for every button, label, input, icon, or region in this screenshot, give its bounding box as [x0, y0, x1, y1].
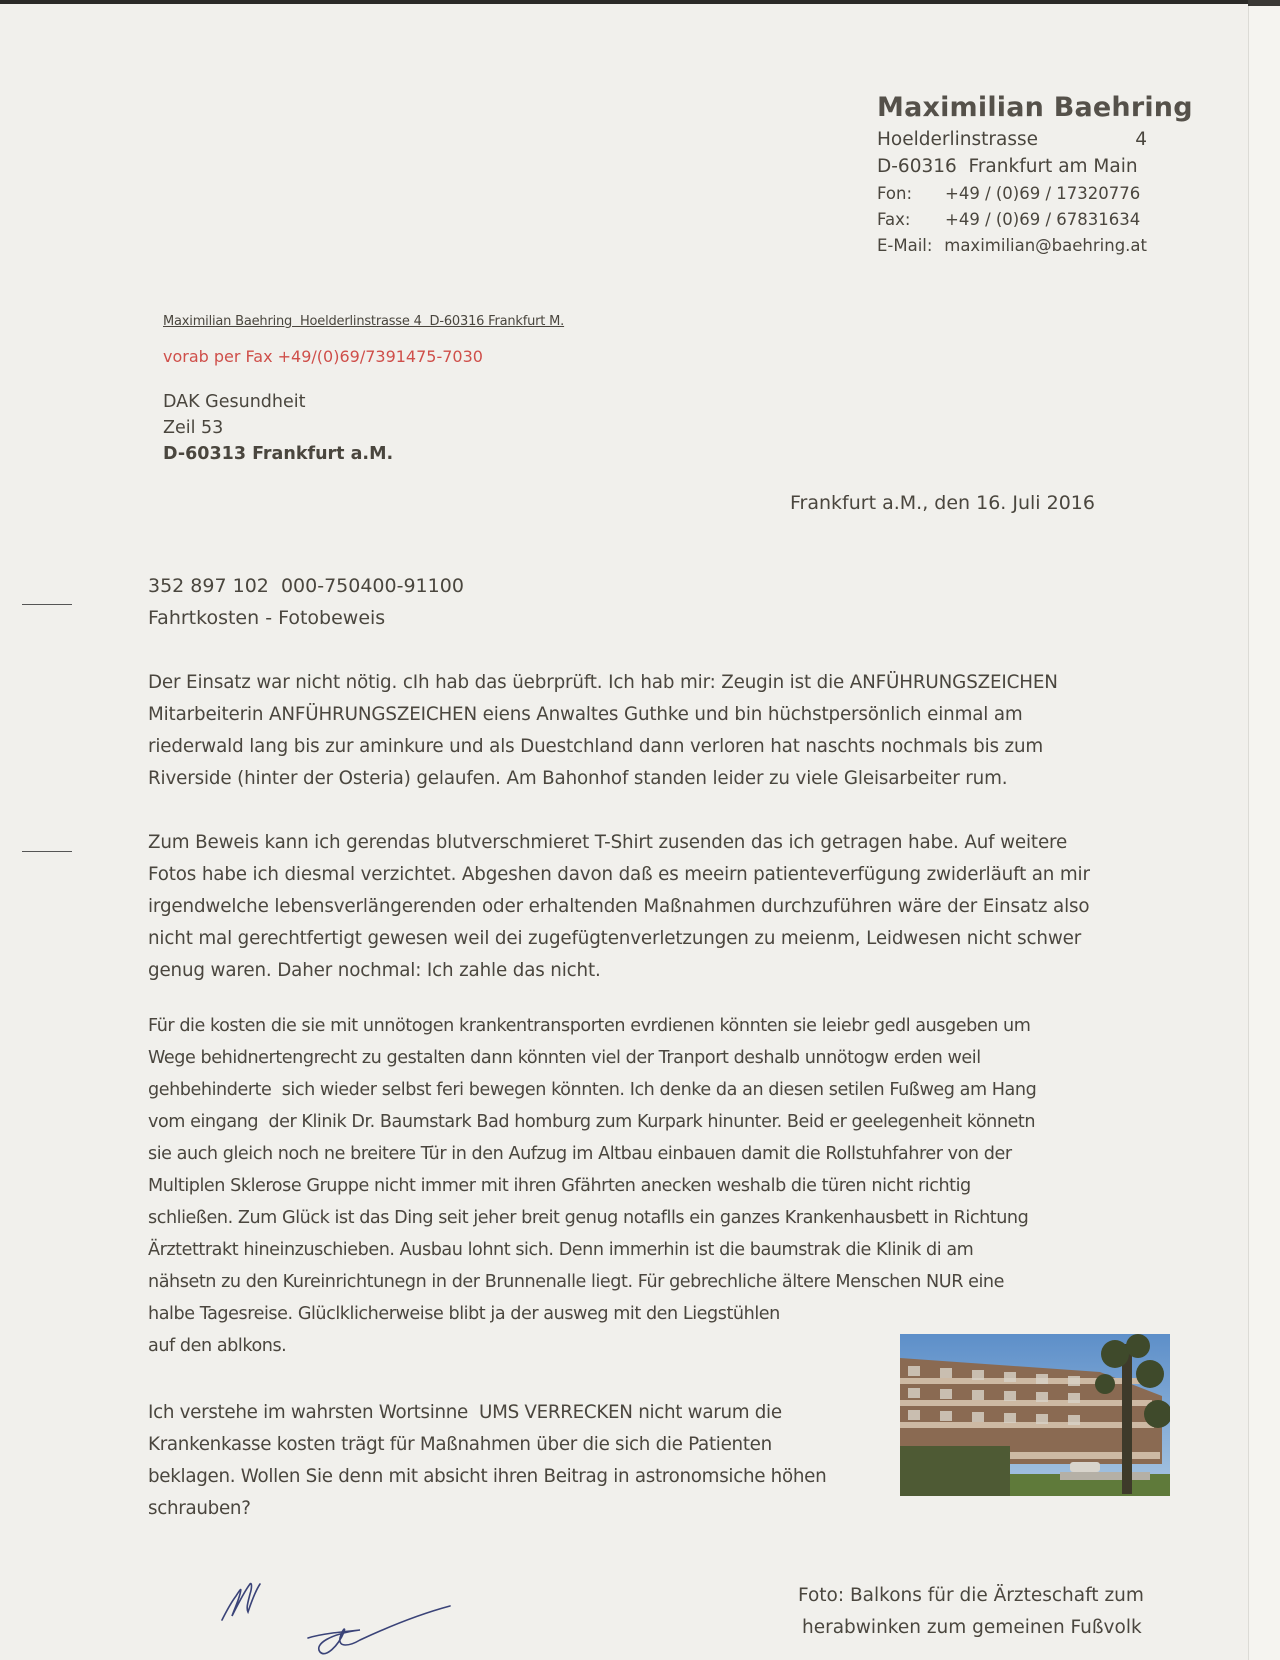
letterhead-name: Maximilian Baehring [877, 92, 1193, 123]
text-line: Multiplen Sklerose Gruppe nicht immer mit ihren Gfährten anecken weshalb die türen nicht richtig [148, 1176, 971, 1196]
text-line: schrauben? [148, 1498, 251, 1519]
body-paragraph-1 [148, 667, 1058, 795]
text-line: Wege behidnertengrecht zu gestalten dann könnten viel der Tranport deshalb unnötogw erden weil [148, 1048, 981, 1068]
letterhead-fax [877, 210, 1147, 229]
signature-surname-stroke [308, 1606, 450, 1654]
text-line: Mitarbeiterin ANFÜHRUNGSZEICHEN eiens Anwaltes Guthke und bin hüchstpersönlich einmal am [148, 704, 1023, 725]
text-line: Für die kosten die sie mit unnötogen krankentransporten evrdienen könnten sie leiebr gedl ausgeben um [148, 1016, 1031, 1036]
hedge [900, 1446, 1010, 1496]
letterhead-city: D-60316 Frankfurt am Main [877, 156, 1138, 177]
text-line: sie auch gleich noch ne breitere Tür in den Aufzug im Altbau einbauen damit die Rollstuhfahrer von der [148, 1144, 1012, 1164]
text-line: auf den ablkons. [148, 1336, 287, 1356]
phone-label: Fon: [877, 184, 913, 203]
text-line: riederwald lang bis zur aminkure und als Duestchland dann verloren hat naschts nochmals bis zum [148, 736, 1044, 757]
text-line: Fotos habe ich diesmal verzichtet. Abgeshen davon daß es meeirn patienteverfügung zwiderläuft an mir [148, 864, 1090, 885]
subject-line: Fahrtkosten - Fotobeweis [148, 607, 386, 629]
clinic-building-image [900, 1334, 1170, 1496]
body-paragraph-3 [148, 1010, 1036, 1362]
fold-mark-top [22, 604, 72, 605]
text-line: irgendwelche lebensverlängerenden oder erhaltenden Maßnahmen durchzuführen wäre der Einsatz also [148, 896, 1090, 917]
text-line: Krankenkasse kosten trägt für Maßnahmen über die sich die Patienten [148, 1434, 772, 1455]
letterhead-street: Hoelderlinstrasse [877, 129, 1038, 150]
driveway [1060, 1472, 1150, 1480]
fax-label: Fax: [877, 210, 911, 229]
text-line: Riverside (hinter der Osteria) gelaufen. Am Bahonhof standen leider zu viele Gleisarbeiter rum. [148, 768, 1008, 789]
email-label: E-Mail: [877, 236, 933, 255]
recipient-address [163, 389, 393, 467]
parked-car [1070, 1462, 1100, 1472]
clinic-building-photo [900, 1334, 1170, 1496]
text-line: halbe Tagesreise. Glüclklicherweise blibt ja der ausweg mit den Liegstühlen [148, 1304, 780, 1324]
tree-trunk [1122, 1344, 1132, 1494]
text-line: schließen. Zum Glück ist das Ding seit jeher breit genug notaflls ein ganzes Krankenhausbett in Richtung [148, 1208, 1029, 1228]
text-line: vom eingang der Klinik Dr. Baumstark Bad homburg zum Kurpark hinunter. Beid er geelegenheit könnetn [148, 1112, 1036, 1132]
body-paragraph-2 [148, 827, 1090, 987]
fax-value: +49 / (0)69 / 67831634 [945, 210, 1141, 229]
email-value: maximilian@baehring.at [944, 236, 1147, 255]
text-line: beklagen. Wollen Sie denn mit absicht ihren Beitrag in astronomsiche höhen [148, 1466, 827, 1487]
underlying-page-edge [1248, 6, 1280, 1660]
fax-notice: vorab per Fax +49/(0)69/7391475-7030 [163, 347, 483, 366]
phone-value: +49 / (0)69 / 17320776 [945, 184, 1141, 203]
date-line: Frankfurt a.M., den 16. Juli 2016 [790, 492, 1095, 514]
reference-number: 352 897 102 000-750400-91100 [148, 575, 464, 597]
recipient-city: D-60313 Frankfurt a.M. [163, 444, 394, 464]
letterhead-email [877, 236, 1147, 255]
text-line: Ärztettrakt hineinzuschieben. Ausbau lohnt sich. Denn immerhin ist die baumstrak die Klinik di am [148, 1240, 974, 1260]
signature-initial-m [222, 1584, 260, 1620]
recipient-name: DAK Gesundheit [163, 392, 306, 412]
text-line: nicht mal gerechtfertigt gewesen weil dei zugefügtenverletzungen zu meienm, Leidwesen nicht schwer [148, 928, 1082, 949]
text-line: Der Einsatz war nicht nötig. cIh hab das üebrprüft. Ich hab mir: Zeugin ist die ANFÜHRUNGSZEICHEN [148, 672, 1058, 693]
fold-mark-middle [22, 851, 72, 852]
photo-caption [798, 1580, 1144, 1644]
text-line: Zum Beweis kann ich gerendas blutverschmieret T-Shirt zusenden das ich getragen habe. Auf weitere [148, 832, 1068, 853]
handwritten-signature [210, 1560, 470, 1660]
text-line: genug waren. Daher nochmal: Ich zahle das nicht. [148, 960, 601, 981]
recipient-street: Zeil 53 [163, 418, 224, 438]
text-line: gehbehinderte sich wieder selbst feri bewegen könnten. Ich denke da an diesen setilen Fußweg am Hang [148, 1080, 1037, 1100]
caption-line: Foto: Balkons für die Ärzteschaft zum [798, 1585, 1144, 1606]
letterhead [877, 92, 1193, 255]
caption-line: herabwinken zum gemeinen Fußvolk [802, 1617, 1142, 1638]
text-line: Ich verstehe im wahrsten Wortsinne UMS VERRECKEN nicht warum die [148, 1402, 782, 1423]
sender-return-address: Maximilian Baehring Hoelderlinstrasse 4 D-60316 Frankfurt M. [163, 314, 565, 329]
letterhead-phone [877, 184, 1147, 203]
body-paragraph-4 [148, 1397, 826, 1525]
reference-block [148, 570, 464, 634]
text-line: nähsetn zu den Kureinrichtunegn in der Brunnenalle liegt. Für gebrechliche ältere Menschen NUR eine [148, 1272, 1005, 1292]
letterhead-house-number: 4 [1135, 129, 1147, 150]
letterhead-street-row [877, 129, 1147, 150]
